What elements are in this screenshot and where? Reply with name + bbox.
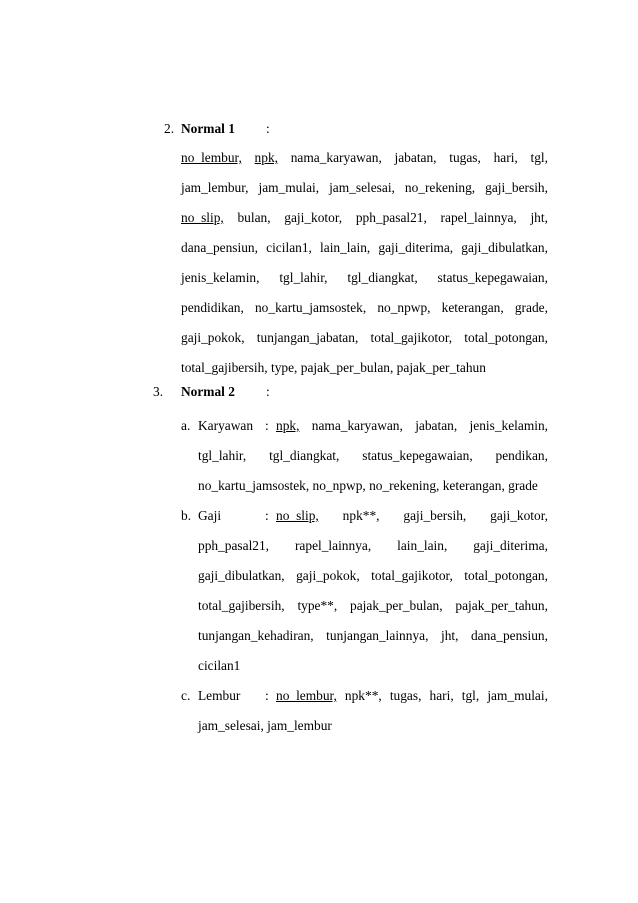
attribute-line-last: cicilan1	[198, 658, 241, 673]
section-number: 2.	[164, 121, 175, 136]
attribute: nama_karyawan,	[311, 418, 403, 433]
attribute: no_npwp,	[377, 300, 431, 315]
attribute: gaji_dibulatkan,	[198, 568, 285, 583]
attribute: tunjangan_jabatan,	[256, 330, 359, 345]
attribute: tugas,	[449, 150, 481, 165]
attribute-line	[198, 598, 548, 614]
attribute: tgl,	[461, 688, 480, 703]
attribute: grade,	[514, 300, 548, 315]
item-colon: :	[265, 508, 269, 523]
section-colon: :	[266, 121, 270, 136]
attribute: total_gajikotor,	[371, 568, 453, 583]
attribute: tgl,	[530, 150, 548, 165]
attribute: tunjangan_lainnya,	[326, 628, 429, 643]
attribute-line	[198, 628, 548, 644]
attribute: npk**,	[342, 508, 380, 523]
item-name: Karyawan	[198, 418, 254, 433]
attribute-line	[276, 508, 548, 524]
attribute: jenis_kelamin,	[181, 270, 260, 285]
attribute: jenis_kelamin,	[469, 418, 548, 433]
attribute: pph_pasal21,	[198, 538, 270, 553]
attribute-line	[181, 330, 548, 346]
attribute: hari,	[429, 688, 454, 703]
attribute: total_potongan,	[464, 330, 548, 345]
item-name: Gaji	[198, 508, 222, 523]
attribute: lain_lain,	[397, 538, 448, 553]
attribute-line	[198, 448, 548, 464]
attribute: tgl_diangkat,	[269, 448, 340, 463]
attribute-line-last: total_gajibersih, type, pajak_per_bulan, pajak_per_tahun	[181, 360, 486, 375]
attribute: gaji_dibulatkan,	[461, 240, 548, 255]
attribute: gaji_diterima,	[378, 240, 454, 255]
attribute: pajak_per_tahun,	[455, 598, 548, 613]
attribute: hari,	[493, 150, 518, 165]
attribute-line	[181, 240, 548, 256]
attribute-line-last: jam_selesai, jam_lembur	[198, 718, 332, 733]
attribute: jam_selesai,	[329, 180, 395, 195]
attribute-line-last: no_kartu_jamsostek, no_npwp, no_rekening, keterangan, grade	[198, 478, 538, 493]
attribute: gaji_kotor,	[490, 508, 548, 523]
attribute: total_potongan,	[464, 568, 548, 583]
attribute: jabatan,	[394, 150, 437, 165]
attribute: pph_pasal21,	[355, 210, 427, 225]
section-title: Normal 2	[181, 384, 235, 399]
attribute: gaji_pokok,	[181, 330, 245, 345]
attribute-line	[181, 150, 548, 166]
attribute: npk**,	[344, 688, 382, 703]
attribute: tgl_lahir,	[279, 270, 328, 285]
attribute-key: no_slip,	[181, 210, 224, 225]
attribute: gaji_bersih,	[485, 180, 548, 195]
attribute: keterangan,	[441, 300, 504, 315]
attribute: no_kartu_jamsostek,	[254, 300, 367, 315]
attribute-key: no_lembur,	[276, 688, 337, 703]
attribute: tgl_lahir,	[198, 448, 247, 463]
section-title: Normal 1	[181, 121, 235, 136]
attribute-key: npk,	[276, 418, 300, 433]
attribute: gaji_diterima,	[473, 538, 548, 553]
attribute: jht,	[440, 628, 459, 643]
attribute: jht,	[530, 210, 548, 225]
attribute: type**,	[297, 598, 338, 613]
item-colon: :	[265, 688, 269, 703]
attribute: status_kepegawaian,	[362, 448, 473, 463]
section-colon: :	[266, 384, 270, 399]
attribute: no_rekening,	[404, 180, 476, 195]
attribute: dana_pensiun,	[181, 240, 258, 255]
attribute: rapel_lainnya,	[440, 210, 517, 225]
attribute: tunjangan_kehadiran,	[198, 628, 314, 643]
item-letter: c.	[181, 688, 191, 703]
attribute-line	[181, 210, 548, 226]
attribute: jam_lembur,	[181, 180, 249, 195]
attribute: status_kepegawaian,	[437, 270, 548, 285]
attribute: tugas,	[389, 688, 422, 703]
attribute-line	[198, 538, 548, 554]
attribute-key: npk,	[254, 150, 278, 165]
attribute: bulan,	[237, 210, 271, 225]
attribute-line	[198, 568, 548, 584]
item-letter: a.	[181, 418, 191, 433]
attribute: total_gajikotor,	[370, 330, 453, 345]
attribute: gaji_kotor,	[284, 210, 343, 225]
attribute: jam_mulai,	[487, 688, 548, 703]
attribute: lain_lain,	[320, 240, 371, 255]
attribute-line	[181, 300, 548, 316]
attribute-line	[276, 688, 548, 704]
attribute: total_gajibersih,	[198, 598, 285, 613]
attribute: gaji_bersih,	[403, 508, 467, 523]
attribute: pendikan,	[495, 448, 548, 463]
attribute: tgl_diangkat,	[347, 270, 418, 285]
attribute-line	[181, 180, 548, 196]
attribute: jabatan,	[415, 418, 458, 433]
attribute: rapel_lainnya,	[294, 538, 372, 553]
item-letter: b.	[181, 508, 192, 523]
item-name: Lembur	[198, 688, 241, 703]
attribute: dana_pensiun,	[470, 628, 548, 643]
attribute-line	[181, 270, 548, 286]
attribute-key: no_lembur,	[181, 150, 242, 165]
attribute-key: no_slip,	[276, 508, 319, 523]
attribute: nama_karyawan,	[290, 150, 382, 165]
attribute: gaji_pokok,	[296, 568, 360, 583]
attribute: jam_mulai,	[258, 180, 320, 195]
attribute: pendidikan,	[181, 300, 244, 315]
attribute: pajak_per_bulan,	[350, 598, 443, 613]
attribute: cicilan1,	[266, 240, 312, 255]
section-number: 3.	[153, 384, 164, 399]
attribute-line	[276, 418, 548, 434]
item-colon: :	[265, 418, 269, 433]
